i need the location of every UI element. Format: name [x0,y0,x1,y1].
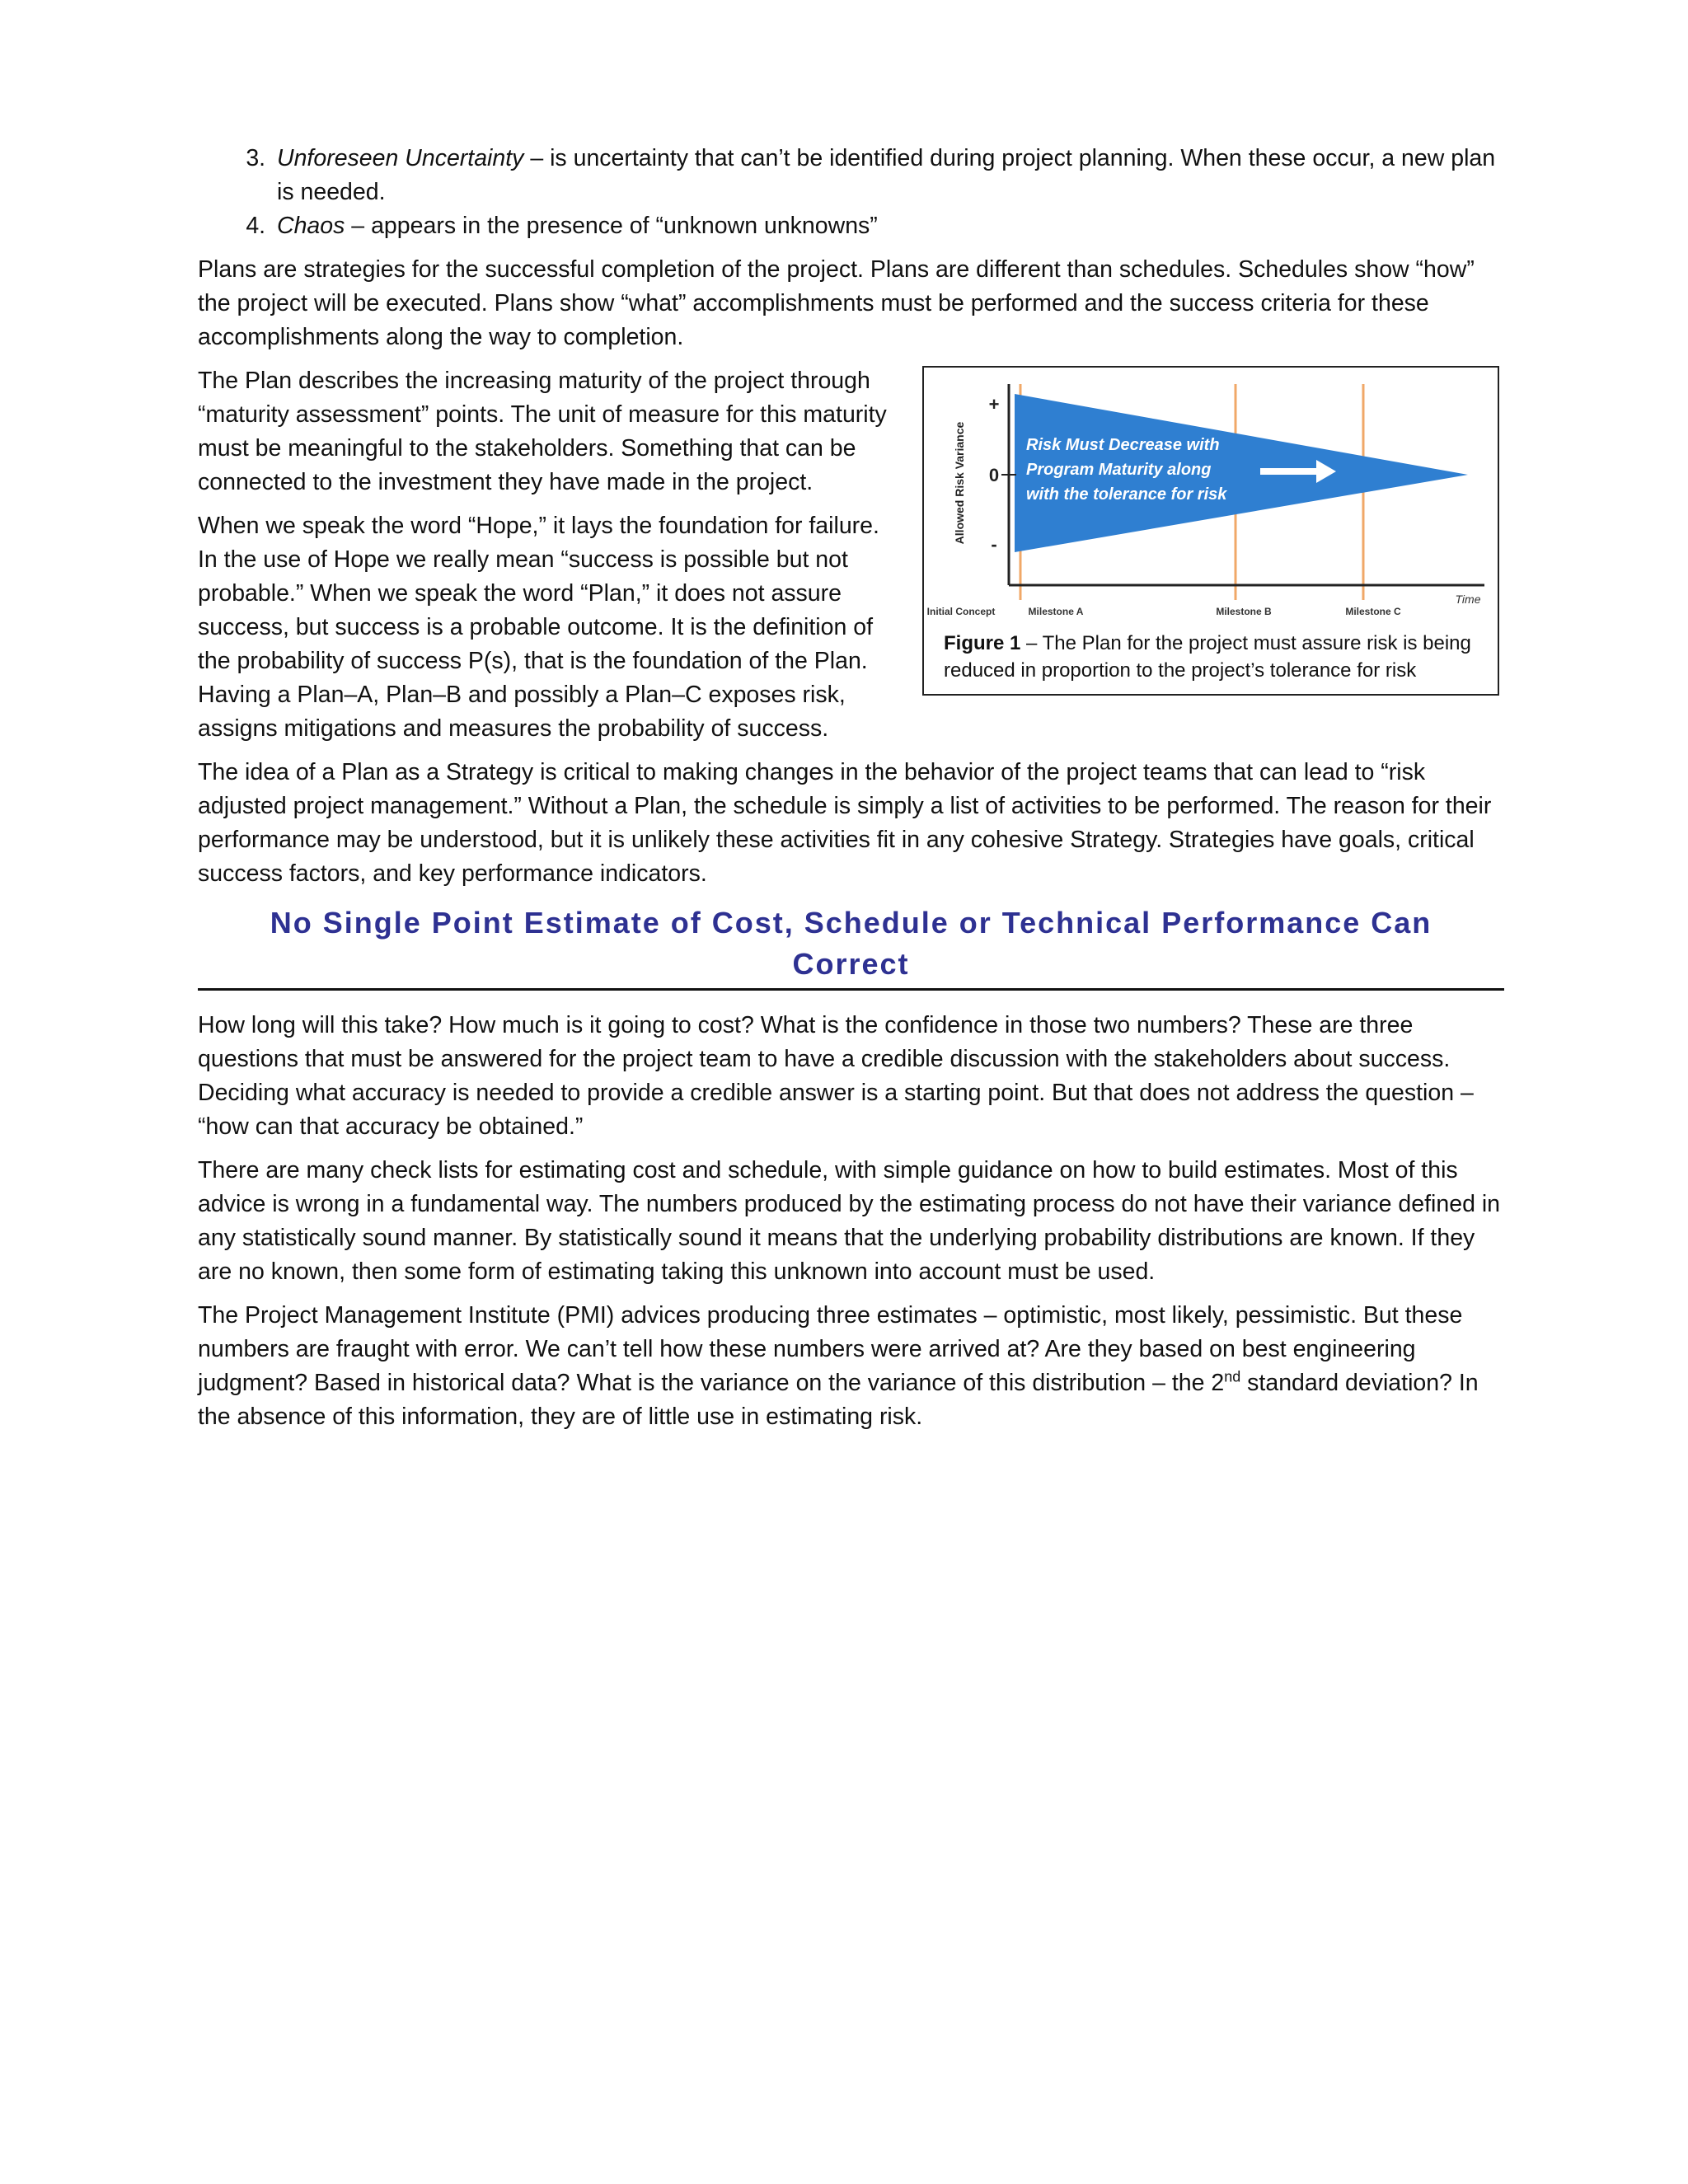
y-axis-label: Allowed Risk Variance [953,421,966,545]
pmi-text-after: standard deviation? In the absence of this information, they are of little use in estimating risk. [198,1370,1479,1430]
triangle-text-line-1: Risk Must Decrease with [1026,436,1220,454]
paragraph-how-long: How long will this take? How much is it going to cost? What is the confidence in those two numbers? These are three questions that must be answered for the project team to have a credible discussion with the stakeholders about success. Deciding what accuracy is needed to provide a credible answer is a starting point. But that does not address the question – “how can that accuracy be obtained.” [198,1012,1474,1140]
paragraph-pmi-estimates [198,1299,1504,1434]
list-item [272,209,1504,243]
paragraph-plans-strategies: Plans are strategies for the successful completion of the project. Plans are different than schedules. Schedules show “how” the project will be executed. Plans show “what” accomplishments must be performed and the success criteria for these accomplishments along the way to completion. [198,256,1475,350]
figure-caption-text: – The Plan for the project must assure risk is being reduced in proportion to the project’s tolerance for risk [944,632,1471,682]
y-tick-minus: - [991,534,997,555]
document-page [198,142,1504,1444]
uncertainty-list [198,142,1504,243]
figure-caption-label: Figure 1 [944,632,1021,654]
x-tick-milestone-c: Milestone C [1345,606,1401,617]
list-item-text: – is uncertainty that can’t be identified during project planning. When these occur, a new plan is needed. [277,145,1496,205]
triangle-text-line-3: with the tolerance for risk [1026,485,1227,504]
paragraph-check-lists: There are many check lists for estimating cost and schedule, with simple guidance on how to build estimates. Most of this advice is wrong in a fundamental way. The numbers produced by the estimating process do not have their variance defined in any statistically sound manner. By statistically sound it means that the underlying probability distributions are known. If they are no known, then some form of estimating taking this unknown into account must be used. [198,1157,1501,1285]
y-tick-plus: + [988,394,1000,415]
pmi-superscript: nd [1224,1368,1241,1385]
x-tick-initial-concept: Initial Concept [926,606,996,617]
section-heading: No Single Point Estimate of Cost, Schedule or Technical Performance Can Correct [198,902,1504,991]
list-item-term: Chaos [277,213,345,239]
x-tick-milestone-b: Milestone B [1216,606,1272,617]
triangle-text-line-2: Program Maturity along [1026,461,1212,479]
x-axis-label: Time [1455,593,1481,606]
list-item-term: Unforeseen Uncertainty [277,145,524,171]
list-item-text: – appears in the presence of “unknown unknowns” [345,213,878,239]
y-tick-zero: 0 [988,465,1000,485]
paragraph-hope-plan: When we speak the word “Hope,” it lays the foundation for failure. In the use of Hope we really mean “success is possible but not probable.” When we speak the word “Plan,” it does not assure success, but success is a probable outcome. It is the definition of the probability of success P(s), that is the foundation of the Plan. Having a Plan–A, Plan–B and possibly a Plan–C exposes risk, assigns mitigations and measures the probability of success. [198,513,879,742]
list-item [272,142,1504,209]
pmi-text-before: The Project Management Institute (PMI) advices producing three estimates – optimistic, most likely, pessimistic. But these numbers are fraught with error. We can’t tell how these numbers were arrived at? Are they based on best engineering judgment? Based in historical data? What is the variance on the variance of this distribution – the 2 [198,1302,1463,1396]
x-tick-milestone-a: Milestone A [1028,606,1084,617]
figure-risk-chart [922,366,1499,696]
paragraph-plan-strategy: The idea of a Plan as a Strategy is critical to making changes in the behavior of the project teams that can lead to “risk adjusted project management.” Without a Plan, the schedule is simply a list of activities to be performed. The reason for their performance may be understood, but it is unlikely these activities fit in any cohesive Strategy. Strategies have goals, critical success factors, and key performance indicators. [198,759,1492,887]
figure-caption [944,630,1488,684]
paragraph-plan-maturity: The Plan describes the increasing maturity of the project through “maturity assessment” points. The unit of measure for this maturity must be meaningful to the stakeholders. Something that can be connected to the investment they have made in the project. [198,368,887,495]
